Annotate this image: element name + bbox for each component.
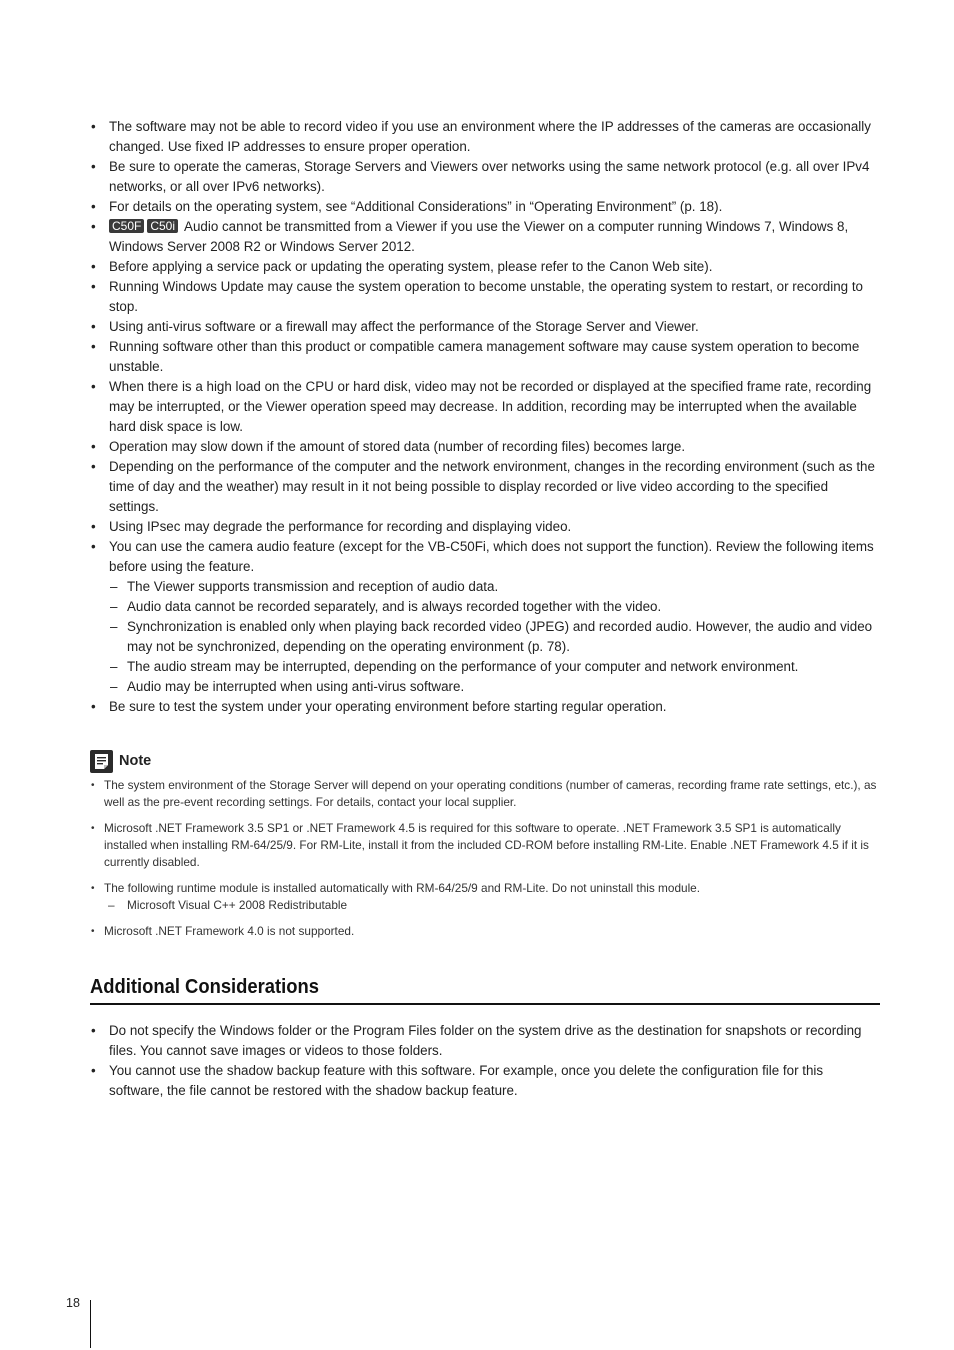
note-item-text: The system environment of the Storage Server will depend on your operating conditions (number of cameras, recording frame rate settings, etc.), as well as the pre-event recording settings. For details, contact your local supplier. [104,778,877,809]
list-item-text: You can use the camera audio feature (except for the VB-C50Fi, which does not support the function). Review the following items before using the feature. [109,539,874,574]
list-item [90,257,880,277]
list-item-text: When there is a high load on the CPU or hard disk, video may not be recorded or displayed at the specified frame rate, recording may be interrupted, or the Viewer operation speed may decrease. In addition, recording may be interrupted when the available hard disk space is low. [109,379,872,434]
sub-list-item: – Synchronization is enabled only when playing back recorded video (JPEG) and recorded audio. However, the audio and video may not be synchronized, depending on the operating environment (p. 78). [109,617,880,657]
list-item [90,157,880,197]
note-item [90,820,880,871]
list-item-text: Using anti-virus software or a firewall may affect the performance of the Storage Server and Viewer. [109,319,699,334]
list-item-text: Running Windows Update may cause the system operation to become unstable, the operating system to restart, or recording to stop. [109,279,863,314]
list-item [90,537,880,697]
audio-sub-list [109,577,880,697]
model-badge-c50f: C50F [109,219,144,233]
note-item [90,880,880,914]
sub-list-item: – The Viewer supports transmission and reception of audio data. [109,577,880,597]
list-item-text: Depending on the performance of the computer and the network environment, changes in the recording environment (such as the time of day and the weather) may result in it not being possible to display recorded or live video according to the specified settings. [109,459,875,514]
list-item [90,337,880,377]
note-item-text: Microsoft .NET Framework 3.5 SP1 or .NET Framework 4.5 is required for this software to operate. .NET Framework 3.5 SP1 is automatically installed when installing RM-64/25/9. For RM-Lite, install it from the included CD-ROM before installing RM-Lite. Enable .NET Framework 4.5 if it is currently disabled. [104,821,869,869]
note-item-text: The following runtime module is installed automatically with RM-64/25/9 and RM-Lite. Do not uninstall this module. [104,881,701,895]
note-title: Note [119,753,152,769]
note-sub-item: – Microsoft Visual C++ 2008 Redistributable [104,897,880,914]
page-margin-rule [90,1300,91,1348]
list-item [90,697,880,717]
note-list [90,777,880,940]
note-item [90,923,880,940]
list-item-text: Be sure to operate the cameras, Storage Servers and Viewers over networks using the same network protocol (e.g. all over IPv4 networks, or all over IPv6 networks). [109,159,870,194]
note-header [90,749,880,773]
section-heading: Additional Considerations [90,976,319,998]
list-item: • You cannot use the shadow backup feature with this software. For example, once you delete the configuration file for this software, the file cannot be restored with the shadow backup feature. [90,1061,880,1101]
list-item-text: Running software other than this product or compatible camera management software may cause system operation to become unstable. [109,339,860,374]
sub-list-item: – Audio data cannot be recorded separately, and is always recorded together with the video. [109,597,880,617]
list-item-text: Be sure to test the system under your operating environment before starting regular operation. [109,699,667,714]
list-item [90,457,880,517]
note-block [90,749,880,940]
note-icon [90,750,113,773]
list-item-text: Using IPsec may degrade the performance for recording and displaying video. [109,519,572,534]
list-item [90,277,880,317]
list-item [90,517,880,537]
list-item [90,377,880,437]
model-badge-c50i: C50i [147,219,178,233]
list-item [90,217,880,257]
list-item-text: The software may not be able to record video if you use an environment where the IP addresses of the cameras are occasionally changed. Use fixed IP addresses to ensure proper operation. [109,119,871,154]
list-item [90,317,880,337]
list-item: • Do not specify the Windows folder or the Program Files folder on the system drive as the destination for snapshots or recording files. You cannot save images or videos to those folders. [90,1021,880,1061]
section-rule [90,1003,880,1005]
section-bullet-list [90,1021,880,1101]
sub-list-item: – The audio stream may be interrupted, depending on the performance of your computer and network environment. [109,657,880,677]
note-sub-list [104,897,880,914]
sub-list-item: – Audio may be interrupted when using anti-virus software. [109,677,880,697]
list-item-text: Operation may slow down if the amount of stored data (number of recording files) becomes large. [109,439,686,454]
note-item-text: Microsoft .NET Framework 4.0 is not supported. [104,924,355,938]
list-item-text: Before applying a service pack or updating the operating system, please refer to the Canon Web site). [109,259,713,274]
note-item [90,777,880,811]
list-item-text: Audio cannot be transmitted from a Viewer if you use the Viewer on a computer running Windows 7, Windows 8, Windows Server 2008 R2 or Windows Server 2012. [109,219,849,254]
list-item [90,117,880,157]
list-item [90,437,880,457]
page-content [90,117,880,1101]
list-item-text: For details on the operating system, see “Additional Considerations” in “Operating Environment” (p. 18). [109,199,723,214]
list-item [90,197,880,217]
page-number: 18 [66,1296,80,1310]
main-bullet-list [90,117,880,717]
